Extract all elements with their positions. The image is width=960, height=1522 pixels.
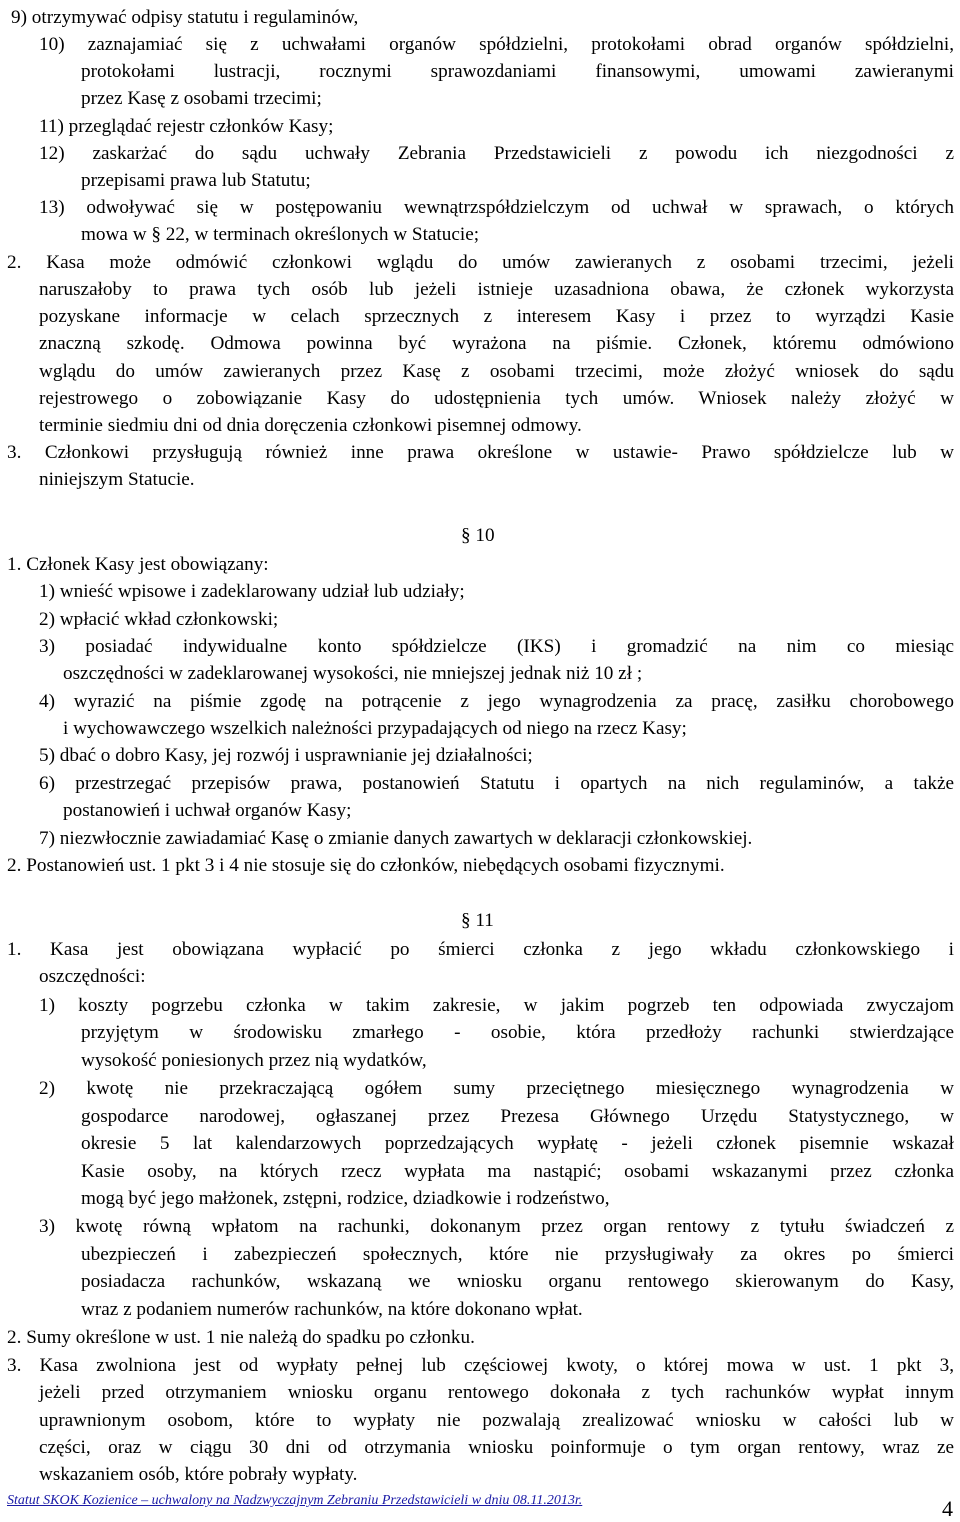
- text-line: mogą być jego małżonek, zstępni, rodzice, dziadkowie i rodzeństwo,: [81, 1188, 610, 1209]
- text-line: 3) kwotę równą wpłatom na rachunki, dokonanym przez organ rentowy z tytułu świadczeń z: [39, 1216, 954, 1237]
- text-line: gospodarce narodowej, ogłaszanej przez Prezesa Głównego Urzędu Statystycznego, w: [81, 1106, 954, 1127]
- page-footer: Statut SKOK Kozienice – uchwalony na Nadzwyczajnym Zebraniu Przedstawicieli w dniu 08.11.2013r.: [7, 1493, 583, 1508]
- text-line: 10) zaznajamiać się z uchwałami organów spółdzielni, protokołami obrad organów spółdzielni,: [39, 34, 954, 55]
- text-line: przyjętym w środowisku zmarłego - osobie, która przedłoży rachunki stwierdzające: [81, 1022, 954, 1043]
- text-line: przez Kasę z osobami trzecimi;: [81, 88, 322, 109]
- text-line: wglądu do umów zawieranych przez Kasę z osobami trzecimi, może złożyć wniosek do sądu: [39, 361, 954, 382]
- text-line: okresie 5 lat kalendarzowych poprzedzających wypłatę - jeżeli członek pisemnie wskazał: [81, 1133, 954, 1154]
- text-line: 13) odwoływać się w postępowaniu wewnątrzspółdzielczym od uchwał w sprawach, o których: [39, 197, 954, 218]
- text-line: Kasie osoby, na których rzecz wypłata ma nastąpić; osobami wskazanymi przez członka: [81, 1161, 954, 1182]
- text-line: 3. Członkowi przysługują również inne prawa określone w ustawie- Prawo spółdzielcze lub w: [7, 442, 954, 463]
- text-line: oszczędności w zadeklarowanej wysokości, nie mniejszej jednak niż 10 zł ;: [63, 663, 643, 684]
- text-line: rejestrowego o zobowiązanie Kasy do udostępnienia tych umów. Wniosek należy złożyć w: [39, 388, 954, 409]
- text-line: posiadacza rachunków, wskazaną we wniosku organu rentowego skierowanym do Kasy,: [81, 1271, 954, 1292]
- text-line: oszczędności:: [39, 966, 146, 987]
- text-line: 11) przeglądać rejestr członków Kasy;: [39, 116, 334, 137]
- text-line: niniejszym Statucie.: [39, 469, 195, 490]
- text-line: 4) wyrazić na piśmie zgodę na potrącenie z jego wynagrodzenia za pracę, zasiłku chorobowego: [39, 691, 954, 712]
- text-line: wysokość poniesionych przez nią wydatków,: [81, 1050, 427, 1071]
- text-line: naruszałoby to prawa tych osób lub jeżeli istnieje uzasadniona obawa, że członek wykorzysta: [39, 279, 954, 300]
- text-line: 7) niezwłocznie zawiadamiać Kasę o zmianie danych zawartych w deklaracji członkowskiej.: [39, 828, 753, 849]
- text-line: § 10: [461, 525, 495, 546]
- text-line: 1. Członek Kasy jest obowiązany:: [7, 554, 269, 575]
- text-line: jeżeli przed otrzymaniem wniosku organu rentowego dokonała z tych rachunków wypłat innym: [39, 1382, 954, 1403]
- text-line: 6) przestrzegać przepisów prawa, postanowień Statutu i opartych na nich regulaminów, a także: [39, 773, 954, 794]
- text-line: znaczną szkodę. Odmowa powinna być wyrażona na piśmie. Członek, któremu odmówiono: [39, 333, 954, 354]
- text-line: uprawnionym osobom, które to wypłaty nie pozwalają zrealizować wniosku w całości lub w: [39, 1410, 954, 1431]
- text-line: 2. Kasa może odmówić członkowi wglądu do umów zawieranych z osobami trzecimi, jeżeli: [7, 252, 954, 273]
- text-line: protokołami lustracji, rocznymi sprawozdaniami finansowymi, umowami zawieranymi: [81, 61, 954, 82]
- text-line: i wychowawczego wszelkich należności przypadających od niego na rzecz Kasy;: [63, 718, 687, 739]
- text-line: 1) wnieść wpisowe i zadeklarowany udział lub udziały;: [39, 581, 465, 602]
- text-line: wskazaniem osób, które pobrały wypłaty.: [39, 1464, 358, 1485]
- text-line: 5) dbać o dobro Kasy, jej rozwój i usprawnianie jej działalności;: [39, 745, 533, 766]
- text-line: pozyskane informacje w celach sprzecznych z interesem Kasy i przez to wyrządzi Kasie: [39, 306, 954, 327]
- text-line: 2) wpłacić wkład członkowski;: [39, 609, 279, 630]
- text-line: 12) zaskarżać do sądu uchwały Zebrania Przedstawicieli z powodu ich niezgodności z: [39, 143, 954, 164]
- text-line: 2) kwotę nie przekraczającą ogółem sumy przeciętnego miesięcznego wynagrodzenia w: [39, 1078, 954, 1099]
- page-number: 4: [942, 1496, 953, 1521]
- text-line: ubezpieczeń i zabezpieczeń społecznych, które nie przysługiwały za okres po śmierci: [81, 1244, 954, 1265]
- text-line: wraz z podaniem numerów rachunków, na które dokonano wpłat.: [81, 1299, 583, 1320]
- text-line: 2. Postanowień ust. 1 pkt 3 i 4 nie stosuje się do członków, niebędących osobami fizycznymi.: [7, 855, 725, 876]
- text-line: części, oraz w ciągu 30 dni od otrzymania wniosku poinformuje o tym organ rentowy, wraz ze: [39, 1437, 954, 1458]
- text-line: 9) otrzymywać odpisy statutu i regulaminów,: [11, 7, 359, 28]
- text-line: 3. Kasa zwolniona jest od wypłaty pełnej lub częściowej kwoty, o której mowa w ust. 1 pkt 3,: [7, 1355, 954, 1376]
- text-line: terminie siedmiu dni od dnia doręczenia członkowi pisemnej odmowy.: [39, 415, 582, 436]
- text-line: 1. Kasa jest obowiązana wypłacić po śmierci członka z jego wkładu członkowskiego i: [7, 939, 954, 960]
- text-line: postanowień i uchwał organów Kasy;: [63, 800, 352, 821]
- text-line: mowa w § 22, w terminach określonych w Statucie;: [81, 224, 480, 245]
- text-line: 1) koszty pogrzebu członka w takim zakresie, w jakim pogrzeb ten odpowiada zwyczajom: [39, 995, 954, 1016]
- text-line: 2. Sumy określone w ust. 1 nie należą do spadku po członku.: [7, 1327, 475, 1348]
- text-line: przepisami prawa lub Statutu;: [81, 170, 311, 191]
- text-line: § 11: [461, 910, 494, 931]
- text-line: 3) posiadać indywidualne konto spółdzielcze (IKS) i gromadzić na nim co miesiąc: [39, 636, 954, 657]
